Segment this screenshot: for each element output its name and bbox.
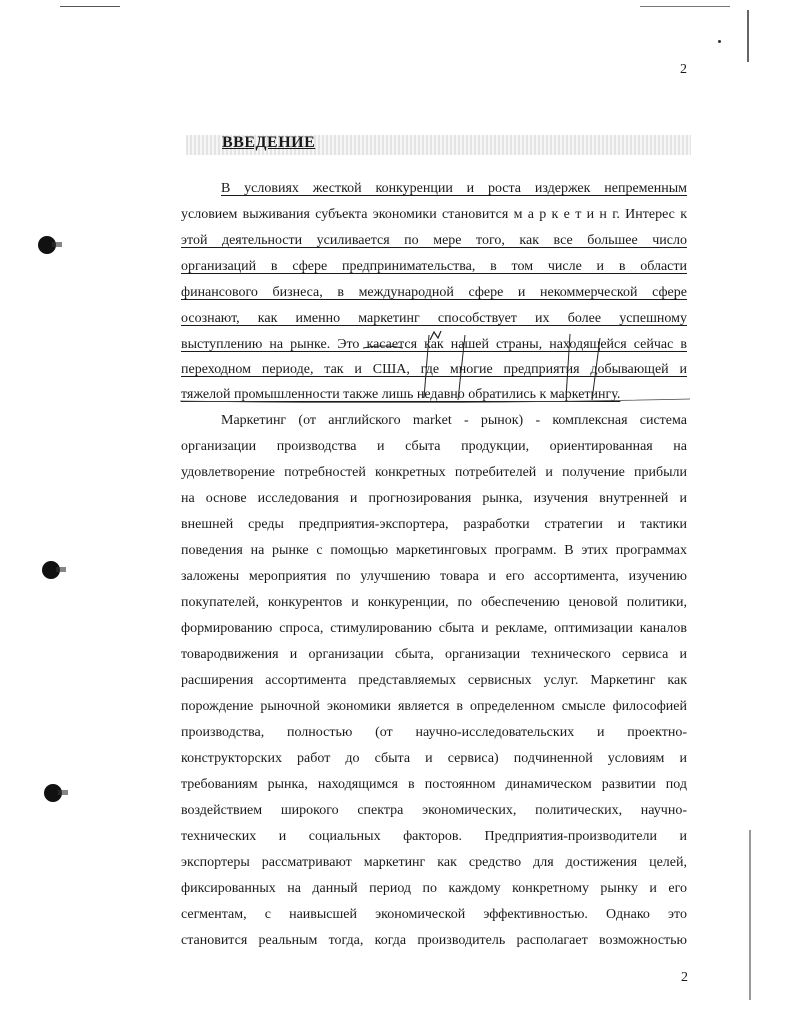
text-line: на основе исследования и прогнозирования рынка, изучения внутренней и xyxy=(181,491,687,506)
text-line: становится реальным тогда, когда производитель располагает возможностью xyxy=(181,933,687,948)
text-line: организации производства и сбыта продукции, ориентированная на xyxy=(181,439,687,454)
text-line: В условиях жесткой конкуренции и роста издержек непременным xyxy=(221,181,687,196)
text-line: организаций в сфере предпринимательства, в том числе и в области xyxy=(181,259,687,274)
text-line: заложены мероприятия по улучшению товара и его ассортимента, изучению xyxy=(181,569,687,584)
text-line: этой деятельности усиливается по мере того, как все большее число xyxy=(181,233,687,248)
text-line: условием выживания субъекта экономики становится м а р к е т и н г. Интерес к xyxy=(181,207,687,222)
text-line: сегментам, с наивысшей экономической эффективностью. Однако это xyxy=(181,907,687,922)
text-line: технических и социальных факторов. Предприятия-производители и xyxy=(181,829,687,844)
punch-hole xyxy=(38,236,56,254)
page-number-bottom: 2 xyxy=(681,970,688,985)
text-line: воздействием широкого спектра экономических, политических, научно- xyxy=(181,803,687,818)
text-line: производства, полностью (от научно-исследовательских и проектно- xyxy=(181,725,687,740)
text-line: покупателей, конкурентов и конкуренции, по обеспечению ценовой политики, xyxy=(181,595,687,610)
text-line: внешней среды предприятия-экспортера, разработки стратегии и тактики xyxy=(181,517,687,532)
text-line: формированию спроса, стимулированию сбыта и рекламе, оптимизации каналов xyxy=(181,621,687,636)
text-line: порождение рыночной экономики является в определенном смысле философией xyxy=(181,699,687,714)
text-line: переходном периоде, так и США, где многие предприятия добывающей и xyxy=(181,362,687,377)
text-line: товародвижения и организации сбыта, организации технического сервиса и xyxy=(181,647,687,662)
text-line: финансового бизнеса, в международной сфере и некоммерческой сфере xyxy=(181,285,687,300)
page-number-top: 2 xyxy=(680,62,687,77)
text-line: фиксированных на данный период по каждому конкретному рынку и его xyxy=(181,881,687,896)
text-line: выступлению на рынке. Это касается как нашей страны, находящейся сейчас в xyxy=(181,337,687,352)
text-line: Маркетинг (от английского market - рынок) - комплексная система xyxy=(221,413,687,428)
punch-hole xyxy=(42,561,60,579)
text-line: экспортеры рассматривают маркетинг как средство для достижения целей, xyxy=(181,855,687,870)
text-line: требованиям рынка, находящимся в постоянном динамическом развитии под xyxy=(181,777,687,792)
text-line: поведения на рынке с помощью маркетинговых программ. В этих программах xyxy=(181,543,687,558)
text-line: расширения ассортимента представляемых сервисных услуг. Маркетинг как xyxy=(181,673,687,688)
text-line: осознают, как именно маркетинг способствует их более успешному xyxy=(181,311,687,326)
text-line: конструкторских работ до сбыта и сервиса) подчиненной условиям и xyxy=(181,751,687,766)
page-title: ВВЕДЕНИЕ xyxy=(222,134,316,151)
text-line: тяжелой промышленности также лишь недавно обратились к маркетингу. xyxy=(181,387,621,402)
punch-hole xyxy=(44,784,62,802)
text-line: удовлетворение потребностей конкретных потребителей и получение прибыли xyxy=(181,465,687,480)
